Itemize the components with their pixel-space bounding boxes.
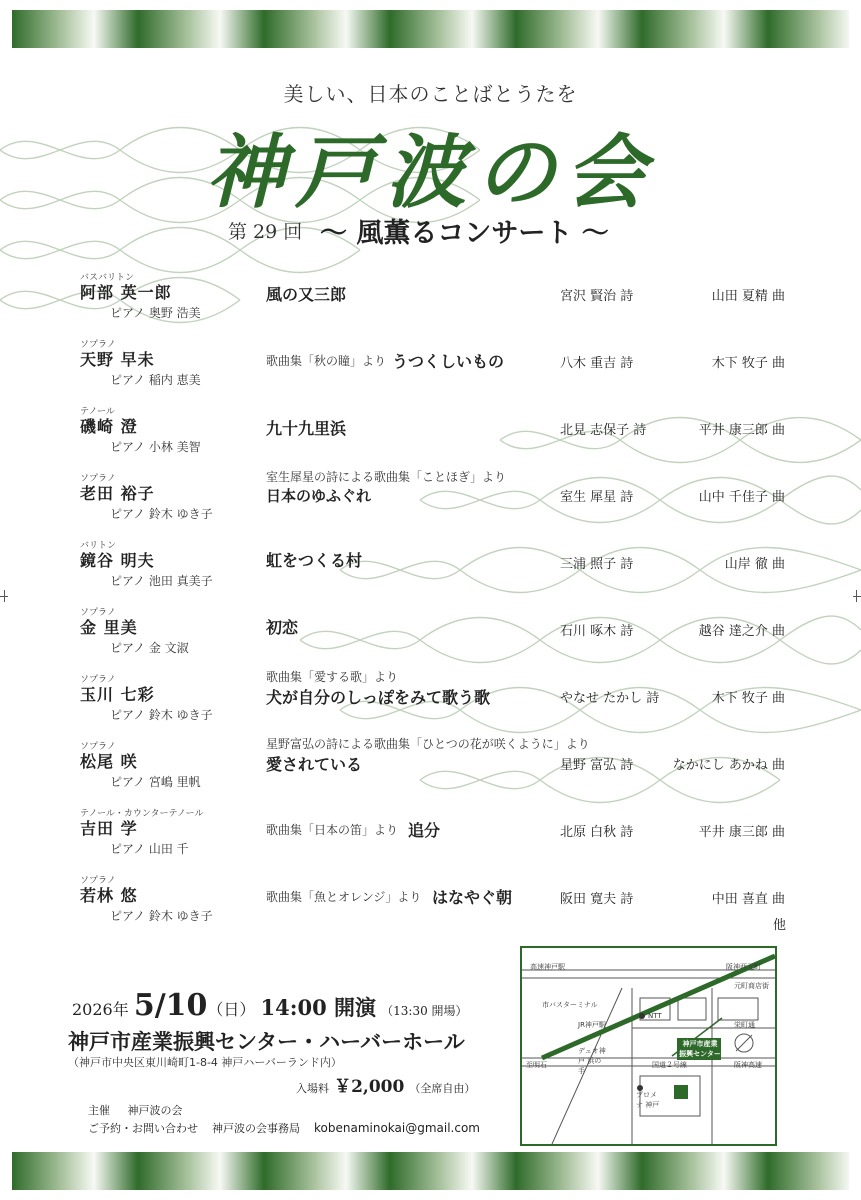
- pianist-name: ピアノ 宮嶋 里帆: [110, 775, 201, 789]
- map-label-bus-terminal: 市バスターミナル: [542, 1001, 598, 1009]
- composer-credit: 木下 牧子 曲: [711, 356, 785, 371]
- program-row: [0, 538, 861, 600]
- contact-email[interactable]: kobenaminokai@gmail.com: [314, 1121, 480, 1135]
- song-title: 虹をつくる村: [266, 551, 363, 570]
- tagline: 美しい、日本のことばとうたを: [283, 82, 578, 106]
- singer-name: 金 里美: [80, 618, 138, 637]
- event-open-time: （13:30 開場）: [381, 1004, 468, 1018]
- song-title: はなやぐ朝: [432, 888, 513, 907]
- song-title: 犬が自分のしっぽをみて歌う歌: [266, 688, 491, 707]
- map-label-duo: デュオ神戸 浜の手: [578, 1047, 606, 1075]
- composer-credit: なかにし あかね 曲: [672, 758, 785, 773]
- pianist-name: ピアノ 小林 美智: [110, 440, 201, 454]
- song-source-note: 歌曲集「愛する歌」より: [266, 670, 399, 684]
- program-row: [0, 873, 861, 935]
- singer-name: 松尾 咲: [80, 752, 138, 771]
- song-source-note: 室生犀星の詩による歌曲集「ことほぎ」より: [266, 470, 507, 484]
- singer-name: 阿部 英一郎: [80, 283, 172, 302]
- contact-info: [88, 1120, 480, 1136]
- contact-label: ご予約・お問い合わせ: [88, 1122, 198, 1135]
- pianist-name: ピアノ 鈴木 ゆき子: [110, 708, 213, 722]
- program-row: [0, 471, 861, 533]
- song-title: 九十九里浜: [266, 419, 347, 438]
- poet-credit: 星野 富弘 詩: [560, 758, 634, 773]
- poet-credit: 北原 白秋 詩: [560, 825, 634, 840]
- map-drawing: [522, 948, 775, 1144]
- singer-name: 玉川 七彩: [80, 685, 155, 704]
- poet-credit: 八木 重吉 詩: [560, 356, 634, 371]
- voice-type: ソプラノ: [80, 474, 116, 484]
- fee-amount: ￥2,000: [334, 1077, 405, 1097]
- voice-type: テノール: [80, 407, 115, 417]
- poet-credit: 室生 犀星 詩: [560, 490, 634, 505]
- map-label-akashi: 至明石: [526, 1061, 547, 1069]
- poet-credit: やなせ たかし 詩: [560, 691, 660, 706]
- organizer-label: 主催: [88, 1104, 110, 1117]
- song-title: 日本のゆふぐれ: [266, 487, 372, 505]
- composer-credit: 中田 喜直 曲: [711, 892, 785, 907]
- song-source-note: 星野富弘の詩による歌曲集「ひとつの花が咲くように」より: [266, 737, 590, 751]
- song-title: 追分: [408, 821, 441, 840]
- event-start-time: 14:00 開演: [260, 995, 377, 1020]
- pianist-name: ピアノ 鈴木 ゆき子: [110, 909, 213, 923]
- program-row: [0, 605, 861, 667]
- map-label-venue: 神戸市産業 振興センター: [679, 1040, 721, 1058]
- song-source-note: 歌曲集「日本の笛」より: [266, 823, 399, 837]
- event-date: [72, 988, 468, 1023]
- map-label-hanshin-kousoku: 阪神高速: [734, 1061, 762, 1069]
- composer-credit: 山田 夏精 曲: [711, 289, 785, 304]
- poet-credit: 石川 啄木 詩: [560, 624, 634, 639]
- singer-name: 鏡谷 明夫: [80, 551, 155, 570]
- voice-type: ソプラノ: [80, 742, 116, 752]
- event-weekday: （日）: [207, 1000, 256, 1019]
- voice-type: バリトン: [80, 541, 117, 551]
- composer-credit: 越谷 達之介 曲: [698, 624, 785, 639]
- poet-credit: 阪田 寛夫 詩: [560, 892, 634, 907]
- composer-credit: 平井 康三郎 曲: [698, 423, 785, 438]
- bottom-gradient-band: [12, 1152, 849, 1190]
- singer-name: 老田 裕子: [80, 484, 155, 503]
- program-row: [0, 404, 861, 466]
- map-label-route2: 国道２号線: [652, 1061, 687, 1069]
- singer-name: 若林 悠: [80, 886, 138, 905]
- event-year: 2026年: [72, 1000, 129, 1019]
- admission-fee: [296, 1072, 475, 1097]
- fee-note: （全席自由）: [409, 1082, 476, 1095]
- song-title: うつくしいもの: [392, 352, 505, 371]
- program-row: [0, 806, 861, 868]
- organizer-name: 神戸波の会: [127, 1104, 183, 1117]
- program-row: [0, 270, 861, 332]
- voice-type: バスバリトン: [80, 273, 135, 283]
- voice-type: テノール・カウンターテノール: [80, 809, 204, 819]
- top-gradient-band: [12, 10, 849, 48]
- program-row: [0, 739, 861, 801]
- singer-name: 吉田 学: [80, 819, 138, 838]
- composer-credit: 平井 康三郎 曲: [698, 825, 785, 840]
- singer-name: 天野 早未: [80, 350, 155, 369]
- composer-credit: 木下 牧子 曲: [711, 691, 785, 706]
- pianist-name: ピアノ 金 文淑: [110, 641, 189, 655]
- map-label-hanshin-nishimotomachi: 阪神西元町: [726, 963, 761, 971]
- concert-subtitle: 〜 風薫るコンサート 〜: [320, 218, 609, 249]
- others-note: 他: [773, 918, 787, 933]
- singer-name: 磯崎 澄: [80, 417, 138, 436]
- program-row: [0, 337, 861, 399]
- pianist-name: ピアノ 池田 真美子: [110, 574, 213, 588]
- poet-credit: 三浦 照子 詩: [560, 557, 634, 572]
- song-title: 愛されている: [266, 755, 363, 774]
- song-title: 初恋: [266, 618, 299, 637]
- song-title: 風の又三郎: [266, 285, 347, 304]
- pianist-name: ピアノ 山田 千: [110, 842, 189, 856]
- composer-credit: 山岸 徹 曲: [724, 557, 785, 572]
- contact-office: 神戸波の会事務局: [212, 1122, 300, 1135]
- event-month-day: 5/10: [133, 988, 208, 1023]
- map-label-ntt: NTT: [648, 1012, 662, 1020]
- page-title: 神戸波の会: [205, 125, 656, 219]
- voice-type: ソプラノ: [80, 608, 116, 618]
- organizer: [88, 1102, 182, 1118]
- voice-type: ソプラノ: [80, 675, 116, 685]
- poet-credit: 宮沢 賢治 詩: [560, 289, 634, 304]
- map-label-kousoku: 高速神戸駅: [530, 963, 565, 971]
- composer-credit: 山中 千佳子 曲: [698, 490, 785, 505]
- access-map: [520, 946, 777, 1146]
- venue-address: （神戸市中央区東川崎町1-8-4 神戸ハーバーランド内）: [68, 1056, 342, 1069]
- venue-name: 神戸市産業振興センター・ハーバーホール: [68, 1029, 465, 1054]
- map-label-jr: JR神戸駅: [578, 1021, 606, 1029]
- pianist-name: ピアノ 奥野 浩美: [110, 306, 201, 320]
- poet-credit: 北見 志保子 詩: [560, 423, 647, 438]
- map-label-motomachi: 元町商店街: [734, 982, 769, 990]
- pianist-name: ピアノ 鈴木 ゆき子: [110, 507, 213, 521]
- edition-label: 第 29 回: [228, 221, 303, 243]
- fee-label: 入場料: [296, 1082, 329, 1095]
- map-label-promena: プロメナ 神戸: [636, 1091, 660, 1109]
- map-label-sakaemachi: 栄町通: [734, 1021, 755, 1029]
- song-source-note: 歌曲集「秋の瞳」より: [266, 354, 387, 368]
- voice-type: ソプラノ: [80, 876, 116, 886]
- song-source-note: 歌曲集「魚とオレンジ」より: [266, 890, 422, 904]
- voice-type: ソプラノ: [80, 340, 116, 350]
- program-row: [0, 672, 861, 734]
- pianist-name: ピアノ 稲内 恵美: [110, 373, 201, 387]
